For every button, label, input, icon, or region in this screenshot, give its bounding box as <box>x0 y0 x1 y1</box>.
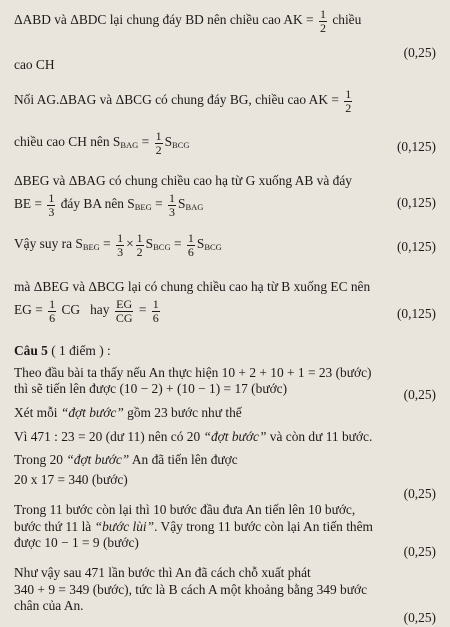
text: gồm 23 bước như thế <box>127 405 242 420</box>
text: = <box>155 196 163 212</box>
text: và còn dư 11 bước. <box>269 429 373 444</box>
text: Nối AG.ΔBAG và ΔBCG có chung đáy BG, chiều cao AK = <box>14 92 339 108</box>
line-8 <box>14 280 370 293</box>
text: chiều cao CH nên S <box>14 134 121 150</box>
text: đáy BA nên S <box>60 196 135 212</box>
text: Trong 11 bước còn lại thì 10 bước đầu đưa An tiến lên 10 bước, <box>14 502 356 517</box>
line-18 <box>14 536 139 549</box>
numerator: 1 <box>49 297 56 311</box>
text: = <box>103 236 111 252</box>
quoted-term: “đợt bước” <box>66 452 130 467</box>
fraction <box>116 232 124 258</box>
score: (0,25) <box>403 387 436 402</box>
score: (0,25) <box>403 486 436 501</box>
fraction <box>344 88 352 114</box>
denominator: 3 <box>117 244 124 259</box>
line-19 <box>14 566 311 579</box>
text: mà ΔBEG và ΔBCG lại có chung chiều cao hạ từ B xuống EC nên <box>14 279 371 294</box>
denominator: 3 <box>169 204 176 219</box>
fraction <box>152 298 160 324</box>
quoted-term: “đợt bước” <box>60 405 124 420</box>
fraction <box>136 232 144 258</box>
subscript: BCG <box>172 140 190 151</box>
fraction <box>187 232 195 258</box>
fraction <box>48 298 56 324</box>
numerator: 1 <box>155 129 162 143</box>
denominator: 2 <box>136 244 143 259</box>
score: (0,125) <box>396 195 436 210</box>
fraction <box>47 192 55 218</box>
line-12 <box>14 406 242 419</box>
text: được 10 − 1 = 9 (bước) <box>14 535 139 550</box>
fraction <box>155 130 163 156</box>
denominator: 6 <box>152 310 159 325</box>
numerator: 1 <box>187 231 194 245</box>
numerator: 1 <box>48 191 55 205</box>
line-14 <box>14 453 238 466</box>
text: Xét mỗi <box>14 405 58 420</box>
line-17 <box>14 520 373 533</box>
section-heading <box>14 344 111 357</box>
text: 20 x 17 = 340 (bước) <box>14 472 128 487</box>
score: (0,25) <box>403 544 436 559</box>
text: = <box>173 236 182 252</box>
line-4 <box>14 130 190 156</box>
score: (0,25) <box>403 45 436 60</box>
text: ΔABD và ΔBDC lại chung đáy BD nên chiều cao AK = <box>14 12 314 28</box>
subscript: BCG <box>153 242 171 253</box>
text: EG = <box>14 302 43 318</box>
numerator: 1 <box>345 87 352 101</box>
numerator: 1 <box>152 297 159 311</box>
line-2 <box>14 58 55 71</box>
line-16 <box>14 503 355 516</box>
question-label: Câu 5 <box>14 343 48 358</box>
subscript: BCG <box>204 242 222 253</box>
subscript: BEG <box>134 202 152 213</box>
denominator: 3 <box>48 204 55 219</box>
fraction <box>168 192 176 218</box>
line-21 <box>14 599 84 612</box>
text: S <box>178 196 186 212</box>
text: BE = <box>14 196 43 212</box>
text: S <box>145 236 154 252</box>
text: thì sẽ tiến lên được (10 − 2) + (10 − 1) = 17 (bước) <box>14 381 288 396</box>
subscript: BAG <box>185 202 204 213</box>
denominator: CG <box>115 310 133 325</box>
score: (0,25) <box>403 610 436 625</box>
fraction <box>115 298 134 324</box>
text: ΔBEG và ΔBAG có chung chiều cao hạ từ G xuống AB và đáy <box>14 173 352 188</box>
text: An đã tiến lên được <box>131 452 238 467</box>
text: S <box>196 236 205 252</box>
line-11 <box>14 382 287 395</box>
quoted-term: “bước lùi” <box>94 519 155 534</box>
text: Vì 471 : 23 = 20 (dư 11) nên có 20 <box>14 429 201 444</box>
quoted-term: “đợt bước” <box>203 429 267 444</box>
denominator: 2 <box>319 20 326 35</box>
numerator: 1 <box>319 7 326 21</box>
text: S <box>164 134 173 150</box>
score: (0,125) <box>396 239 436 254</box>
text: chân của An. <box>14 598 84 613</box>
text: Theo đầu bài ta thấy nếu An thực hiện 10 + 2 + 10 + 1 = 23 (bước) <box>14 365 372 380</box>
text: Vậy suy ra S <box>14 236 83 252</box>
text: . Vậy trong 11 bước còn lại An tiến thêm <box>154 519 373 534</box>
line-10 <box>14 366 371 379</box>
text: bước thứ 11 là <box>14 519 92 534</box>
denominator: 2 <box>155 142 162 157</box>
text: = <box>141 134 150 150</box>
text: cao CH <box>14 57 55 72</box>
subscript: BEG <box>82 242 100 253</box>
line-9 <box>14 298 162 324</box>
subscript: BAG <box>120 140 139 151</box>
numerator: 1 <box>169 191 176 205</box>
line-7 <box>14 232 222 258</box>
denominator: 6 <box>49 310 56 325</box>
denominator: 6 <box>187 244 194 259</box>
text: 340 + 9 = 349 (bước), tức là B cách A một khoảng bằng 349 bước <box>14 582 368 597</box>
text: × <box>126 236 134 252</box>
numerator: 1 <box>117 231 124 245</box>
line-3 <box>14 88 354 114</box>
line-20 <box>14 583 367 596</box>
text: Trong 20 <box>14 452 63 467</box>
line-13 <box>14 430 372 443</box>
numerator: 1 <box>136 231 143 245</box>
fraction <box>319 8 327 34</box>
score: (0,125) <box>396 139 436 154</box>
line-1 <box>14 8 361 34</box>
numerator: EG <box>116 297 133 311</box>
line-6 <box>14 192 203 218</box>
line-15 <box>14 473 128 486</box>
denominator: 2 <box>345 100 352 115</box>
line-5 <box>14 174 352 187</box>
text: CG hay <box>61 302 110 318</box>
text: Như vậy sau 471 lần bước thì An đã cách chỗ xuất phát <box>14 565 311 580</box>
score: (0,125) <box>396 306 436 321</box>
text: chiều <box>332 12 362 28</box>
text: = <box>138 302 147 318</box>
question-points: ( 1 điểm ) : <box>51 343 111 358</box>
